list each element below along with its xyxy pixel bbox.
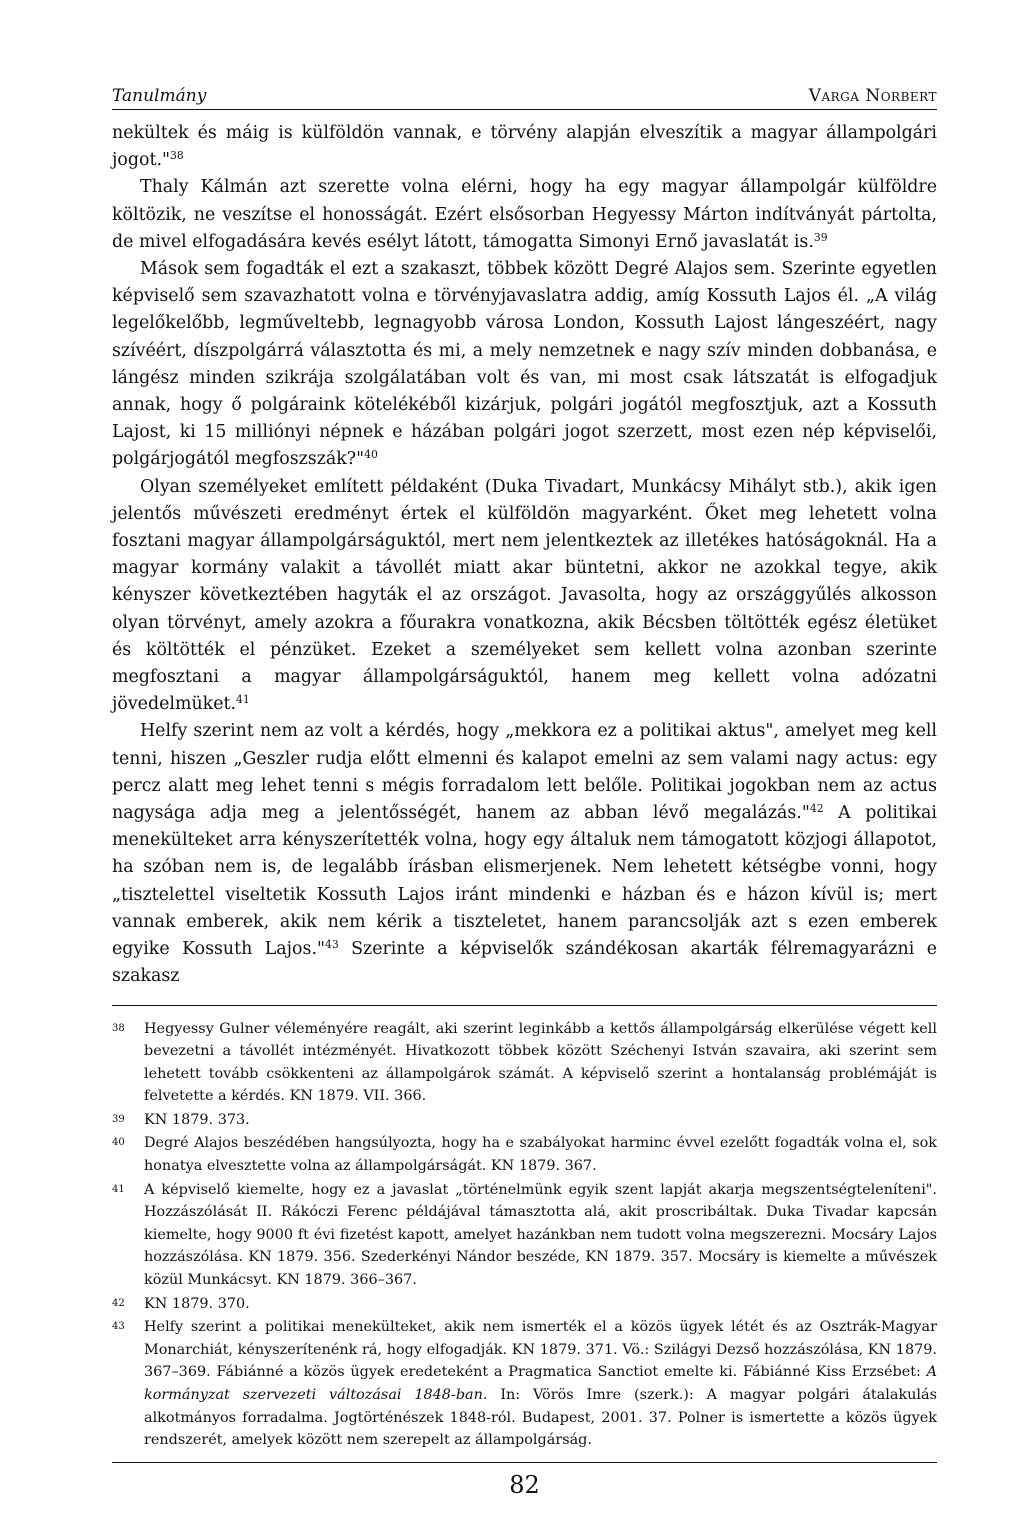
- footnote: [112, 1179, 937, 1292]
- footnote-text: A képviselő kiemelte, hogy ez a javaslat „történelmünk egyik szent lapját akarja megszentségteleníteni". Hozzászólását II. Rákóczi Ferenc példájával támasztotta alá, akit proscribáltak. Duka Tivadar kapcsán kiemelte, hogy 9000 ft évi fizetést kapott, amelyet hazánkban nem tudott volna megszerezni. Mocsáry Lajos hozzászólása. KN 1879. 356. Szederkényi Nándor beszéde, KN 1879. 357. Mocsáry is kiemelte a művészek közül Munkácsyt. KN 1879. 366–367.: [144, 1181, 937, 1289]
- running-header: [112, 86, 937, 110]
- paragraph-text: Mások sem fogadták el ezt a szakaszt, többek között Degré Alajos sem. Szerinte egyetlen képviselő sem szavazhatott volna e törvényjavaslatra addig, amíg Kossuth Lajos él. „A világ legelőkelőbb, legműveltebb, legnagyobb városa London, Kossuth Lajost lángeszéért, nagy szívéért, díszpolgárrá választotta és mi, a mely nemzetnek e nagy szív minden dobbanása, e lángész minden szikrája szolgálatában volt és van, mi most csak látszatát is elfogadjuk annak, hogy ő polgáraink kötelékéből kizárjuk, polgári jogától megfosztjuk, azt a Kossuth Lajost, ki 15 milliónyi népnek e házában polgári jogot szerzett, most ezen nép képviselői, polgárjogától megfoszszák?": [112, 259, 937, 470]
- paragraph-text: Olyan személyeket említett példaként (Duka Tivadart, Munkácsy Mihályt stb.), akik igen jelentős művészeti eredményt értek el külföldön magyarként. Őket meg lehetett volna fosztani magyar állampolgárságuktól, mert nem jelentkeztek az illetékes hatóságoknál. Ha a magyar kormány valakit a távollét miatt akar büntetni, akkor ne azokkal tegye, akik kényszer következtében hagyták el az országot. Javasolta, hogy az országgyűlés alkosson olyan törvényt, amely azokra a főurakra vonatkozna, akik Bécsben töltötték egész életüket és költötték el pénzüket. Ezeket a személyeket sem kellett volna azonban szerinte megfosztani a magyar állampolgárságuktól, hanem meg kellett volna adózatni jövedelmüket.: [112, 476, 937, 715]
- main-text: [112, 120, 937, 991]
- footnote-text: Degré Alajos beszédében hangsúlyozta, hogy ha e szabályokat harminc évvel ezelőtt fogadták volna el, sok honatya elvesztette volna az állampolgárságát. KN 1879. 367.: [144, 1135, 937, 1175]
- footnote-ref: 38: [169, 149, 184, 163]
- footnote-text-part: Helfy szerint a politikai menekülteket, akik nem ismerték el a közös ügyek létét és az Osztrák-Magyar Monarchiát, kényszerítenénk rá, hogy elfogadják. KN 1879. 371. Vö.: Szilágyi Dezső hozzászólása, KN 1879. 367–369. Fábiánné a közös ügyek eredeteként a Pragmatica Sanctiot emelte ki. Fábiánné Kiss Erzsébet:: [144, 1319, 937, 1381]
- document-page: [112, 86, 937, 1499]
- footnote-ref: 41: [236, 693, 250, 707]
- paragraph-text: Szerinte a képviselők szándékosan akarták félremagyarázni e szakasz: [112, 939, 937, 987]
- footnote: [112, 1132, 937, 1177]
- footnote-number: 39: [112, 1113, 125, 1125]
- paragraph: [112, 120, 937, 174]
- paragraph-text: nekültek és máig is külföldön vannak, e törvény alapján elveszítik a magyar állampolgári jogot.": [112, 123, 937, 171]
- footnote-number: 43: [112, 1321, 125, 1333]
- header-author: Varga Norbert: [808, 86, 937, 106]
- page-bottom-divider: [112, 1462, 937, 1463]
- footnote: [112, 1293, 937, 1316]
- footnote-number: 41: [112, 1183, 125, 1195]
- paragraph-text: Thaly Kálmán azt szerette volna elérni, hogy ha egy magyar állampolgár külföldre költözik, ne veszítse el honosságát. Ezért elsősorban Hegyessy Márton indítványát pártolta, de mivel elfogadására kevés esélyt látott, támogatta Simonyi Ernő javaslatát is.: [112, 177, 937, 252]
- footnote-text: KN 1879. 373.: [144, 1111, 250, 1128]
- page-number: 82: [509, 1470, 540, 1499]
- paragraph: [112, 474, 937, 719]
- footnote: [112, 1018, 937, 1108]
- paragraph-text: Helfy szerint nem az volt a kérdés, hogy „mekkora ez a politikai aktus", amelyet meg kell tenni, hiszen „Geszler rudja előtt elmenni és kalapot emelni az sem valami nagy actus: egy percz alatt meg lehet tenni s mégis forradalom lett belőle. Politikai jogokban nem az actus nagysága adja meg a jelentősségét, hanem az abban lévő megalázás.": [112, 721, 937, 824]
- header-section-title: Tanulmány: [112, 86, 207, 106]
- footnote-text-part: In: Vörös Imre (szerk.): A magyar polgári átalakulás alkotmányos forradalma. Jogtörténészek 1848-ról. Budapest, 2001. 37. Polner is ismertette a közös ügyek rendszerét, amelyek között nem szerepelt az állampolgárság.: [144, 1387, 937, 1449]
- footnote-divider: [112, 1005, 937, 1006]
- footnote-number: 42: [112, 1297, 125, 1309]
- footnote-text: Hegyessy Gulner véleményére reagált, aki szerint leginkább a kettős állampolgárság elkerülése végett kell bevezetni a távollét intézményét. Hivatkozott többek között Széchenyi István szavaira, aki szerint sem lehetett tovább csökkenteni az állampolgárok számát. A képviselő szerint a hontalanság problémáját is felvetette a kérdés. KN 1879. VII. 366.: [144, 1020, 937, 1105]
- paragraph: [112, 256, 937, 474]
- footnote-text: [144, 1316, 937, 1452]
- footnote-ref: 42: [809, 802, 824, 816]
- footnote-book-title: A kormányzat szervezeti változásai 1848-ban.: [144, 1364, 937, 1403]
- footnotes: [112, 1018, 937, 1452]
- paragraph: [112, 718, 937, 990]
- footnote-text: KN 1879. 370.: [144, 1295, 250, 1312]
- footnote-number: 38: [112, 1022, 125, 1034]
- footnote: [112, 1316, 937, 1452]
- paragraph-text: A politikai menekülteket arra kényszerítették volna, hogy egy általuk nem támogatott közjogi állapotot, ha szóban nem is, de legalább írásban elismerjenek. Nem lehetett kétségbe vonni, hogy „tisztelettel viseltetik Kossuth Lajos iránt mindenki e házban és e házon kívül is; mert vannak emberek, akik nem kérik a tiszteletet, hanem parancsolják azt s ezen emberek egyike Kossuth Lajos.": [112, 803, 937, 960]
- paragraph: [112, 174, 937, 256]
- footnote: [112, 1109, 937, 1132]
- footnote-number: 40: [112, 1137, 125, 1149]
- footnote-ref: 40: [364, 448, 378, 462]
- footnote-ref: 39: [813, 230, 828, 244]
- footnote-ref: 43: [324, 938, 339, 952]
